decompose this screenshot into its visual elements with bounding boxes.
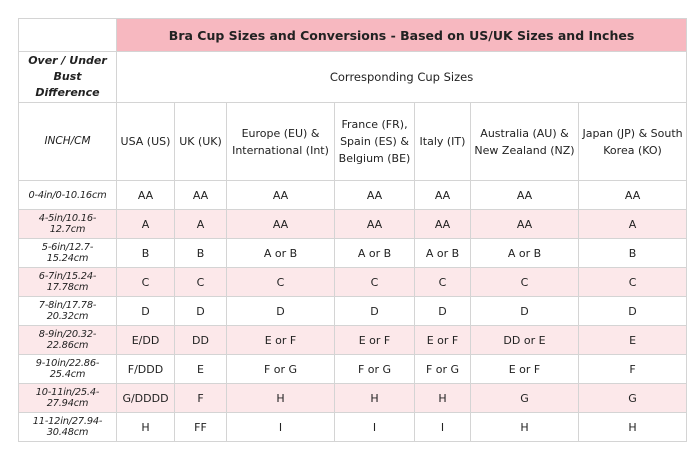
table-row [19,413,687,442]
cup-size-cell: AA [415,210,471,239]
cup-size-cell: C [117,268,175,297]
cup-size-cell: AA [227,210,335,239]
cup-size-cell: E or F [335,326,415,355]
table-title: Bra Cup Sizes and Conversions - Based on US/UK Sizes and Inches [117,19,687,52]
cup-size-cell: G/DDDD [117,384,175,413]
bust-difference-cell: 9-10in/22.86-25.4cm [19,355,117,384]
table-row [19,384,687,413]
cup-size-cell: D [335,297,415,326]
cup-size-cell: H [579,413,687,442]
bust-difference-cell: 10-11in/25.4-27.94cm [19,384,117,413]
cup-size-cell: E [579,326,687,355]
cup-size-cell: F or G [415,355,471,384]
cup-size-cell: A or B [227,239,335,268]
cup-size-cell: F/DDD [117,355,175,384]
cup-size-cell: AA [117,181,175,210]
table-row [19,181,687,210]
bust-difference-cell: 6-7in/15.24-17.78cm [19,268,117,297]
bust-difference-header: Over / Under Bust Difference [19,52,117,103]
bust-difference-cell: 4-5in/10.16-12.7cm [19,210,117,239]
cup-size-cell: D [175,297,227,326]
unit-header: INCH/CM [19,103,117,181]
title-blank-cell [19,19,117,52]
bust-difference-cell: 7-8in/17.78-20.32cm [19,297,117,326]
cup-size-cell: FF [175,413,227,442]
bust-difference-cell: 0-4in/0-10.16cm [19,181,117,210]
cup-size-cell: F [175,384,227,413]
cup-size-cell: AA [471,181,579,210]
cup-size-cell: I [227,413,335,442]
cup-size-table-container [18,18,686,442]
column-header: Italy (IT) [415,103,471,181]
cup-size-cell: G [579,384,687,413]
cup-size-cell: DD [175,326,227,355]
cup-size-cell: H [415,384,471,413]
cup-size-cell: C [415,268,471,297]
cup-size-cell: H [227,384,335,413]
table-row [19,268,687,297]
cup-size-cell: E or F [227,326,335,355]
cup-size-cell: AA [415,181,471,210]
table-body [19,181,687,442]
cup-size-cell: C [227,268,335,297]
table-row [19,210,687,239]
cup-size-cell: D [117,297,175,326]
bust-difference-cell: 5-6in/12.7-15.24cm [19,239,117,268]
cup-size-cell: E/DD [117,326,175,355]
cup-size-cell: A [117,210,175,239]
cup-size-cell: I [335,413,415,442]
cup-size-cell: DD or E [471,326,579,355]
cup-size-cell: G [471,384,579,413]
cup-size-cell: A [579,210,687,239]
cup-size-cell: B [175,239,227,268]
table-row [19,297,687,326]
cup-size-cell: E or F [471,355,579,384]
table-row [19,326,687,355]
corresponding-cup-sizes-header: Corresponding Cup Sizes [117,52,687,103]
cup-size-cell: A or B [471,239,579,268]
bust-difference-cell: 8-9in/20.32-22.86cm [19,326,117,355]
title-row [19,19,687,52]
cup-size-cell: H [117,413,175,442]
cup-size-cell: A or B [335,239,415,268]
column-header: USA (US) [117,103,175,181]
cup-size-cell: E or F [415,326,471,355]
cup-size-conversion-table [18,18,687,442]
column-header: UK (UK) [175,103,227,181]
cup-size-cell: C [579,268,687,297]
cup-size-cell: AA [335,210,415,239]
cup-size-cell: E [175,355,227,384]
cup-size-cell: D [415,297,471,326]
cup-size-cell: F or G [227,355,335,384]
cup-size-cell: AA [227,181,335,210]
table-row [19,355,687,384]
cup-size-cell: I [415,413,471,442]
subheader-row [19,52,687,103]
column-header: Europe (EU) & International (Int) [227,103,335,181]
table-row [19,239,687,268]
cup-size-cell: D [471,297,579,326]
column-header: Australia (AU) & New Zealand (NZ) [471,103,579,181]
cup-size-cell: C [175,268,227,297]
cup-size-cell: AA [579,181,687,210]
cup-size-cell: H [335,384,415,413]
cup-size-cell: AA [471,210,579,239]
cup-size-cell: AA [175,181,227,210]
cup-size-cell: F or G [335,355,415,384]
cup-size-cell: F [579,355,687,384]
column-header: France (FR), Spain (ES) & Belgium (BE) [335,103,415,181]
cup-size-cell: D [227,297,335,326]
cup-size-cell: A or B [415,239,471,268]
cup-size-cell: H [471,413,579,442]
cup-size-cell: B [579,239,687,268]
cup-size-cell: B [117,239,175,268]
cup-size-cell: C [335,268,415,297]
cup-size-cell: D [579,297,687,326]
cup-size-cell: A [175,210,227,239]
bust-difference-cell: 11-12in/27.94-30.48cm [19,413,117,442]
cup-size-cell: AA [335,181,415,210]
column-header: Japan (JP) & South Korea (KO) [579,103,687,181]
cup-size-cell: C [471,268,579,297]
column-header-row [19,103,687,181]
